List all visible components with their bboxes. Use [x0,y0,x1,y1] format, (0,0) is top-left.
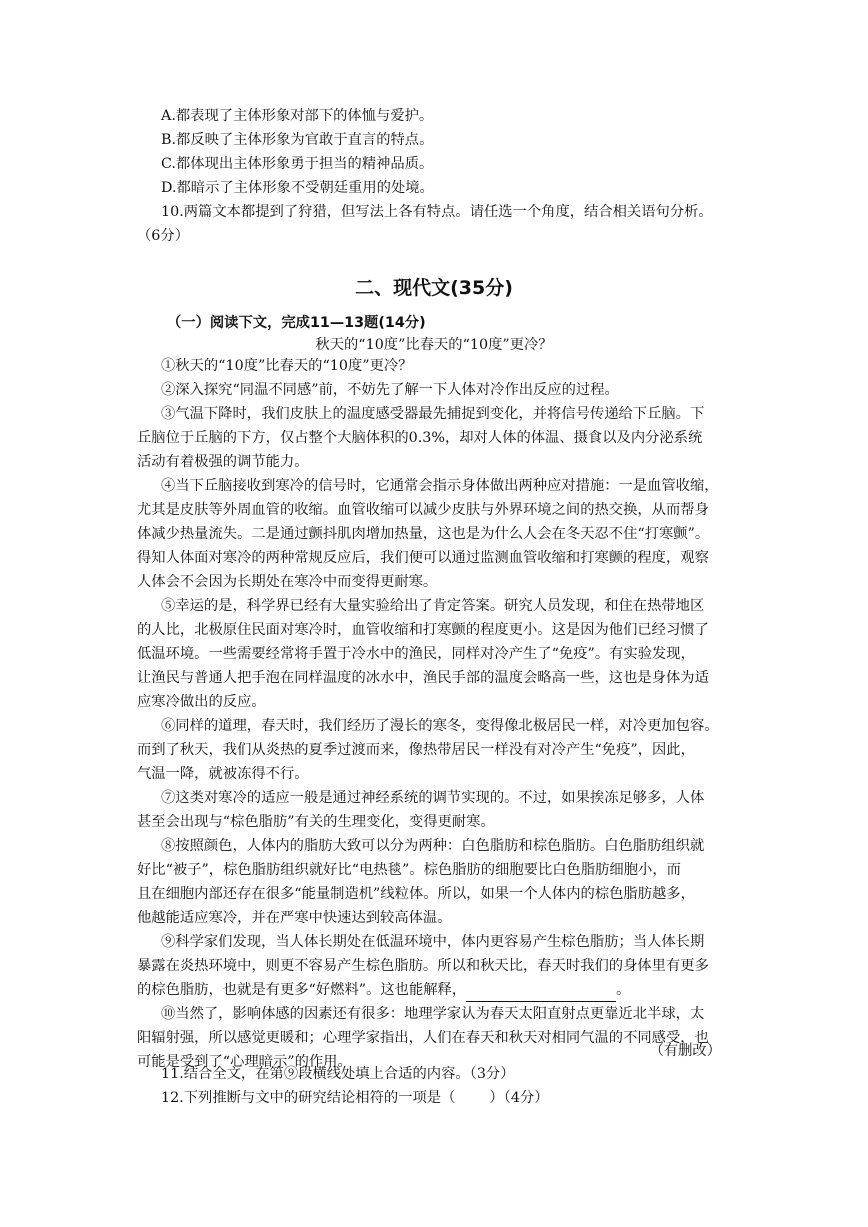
paragraph-8-line: 好比“被子”，棕色脂肪组织就好比“电热毯”。棕色脂肪的细胞要比白色脂肪细胞小，而 [137,862,681,878]
paragraph-9-line [137,978,630,1002]
article-title: 秋天的“10度”比春天的“10度”更冷？ [315,337,553,353]
paragraph-3-line: ③气温下降时，我们皮肤上的温度感受器最先捕捉到变化，并将信号传递给下丘脑。下 [161,406,705,422]
paragraph-3-line: 活动有着极强的调节能力。 [137,454,309,470]
paragraph-1: ①秋天的“10度”比春天的“10度”更冷？ [161,358,413,374]
paragraph-10-line: 阳辐射强，所以感觉更暖和；心理学家指出，人们在春天和秋天对相同气温的不同感受，也 [137,1030,709,1046]
paragraph-2: ②深入探究“同温不同感”前，不妨先了解一下人体对冷作出反应的过程。 [161,382,619,398]
paragraph-6-line: 而到了秋天，我们从炎热的夏季过渡而来，像热带居民一样没有对冷产生“免疫”，因此， [137,742,695,758]
paragraph-8-line: 他越能适应寒冷，并在严寒中快速达到较高体温。 [137,910,452,926]
paragraph-7-line: 甚至会出现与“棕色脂肪”有关的生理变化，变得更耐寒。 [137,814,495,830]
question-10: 10.两篇文本都提到了狩猎，但写法上各有特点。请任选一个角度，结合相关语句分析。 [161,204,713,220]
question-12 [161,1086,549,1110]
option-b: B.都反映了主体形象为官敢于直言的特点。 [161,132,434,148]
paragraph-3-line: 丘脑位于丘脑的下方，仅占整个大脑体积的0.3%，却对人体的体温、摄食以及内分泌系统 [137,430,703,446]
option-d: D.都暗示了主体形象不受朝廷重用的处境。 [161,180,434,196]
question-12-text: 12.下列推断与文中的研究结论相符的一项是（ [161,1090,456,1106]
section-heading: 二、现代文(35分) [355,277,513,299]
subsection-heading: （一）阅读下文，完成11—13题(14分) [167,315,426,331]
paragraph-4-line: 得知人体面对寒冷的两种常规反应后，我们便可以通过监测血管收缩和打寒颤的程度，观察 [137,550,709,566]
paragraph-5-line: ⑤幸运的是，科学界已经有大量实验给出了肯定答案。研究人员发现，和住在热带地区 [161,598,705,614]
fill-in-blank[interactable] [466,987,616,1002]
paragraph-5-line: 让渔民与普通人把手泡在同样温度的冰水中，渔民手部的温度会略高一些，这也是身体为适 [137,670,709,686]
paragraph-4-line: 体减少热量流失。二是通过颤抖肌肉增加热量，这也是为什么人会在冬天忍不住“打寒颤”。 [137,526,710,542]
paragraph-8-line: 且在细胞内部还存在很多“能量制造机”线粒体。所以，如果一个人体内的棕色脂肪越多， [137,886,695,902]
paragraph-9-text: 的棕色脂肪，也就是有更多“好燃料”。这也能解释， [137,982,467,998]
paragraph-5-line: 低温环境。一些需要经常将手置于冷水中的渔民，同样对冷产生了“免疫”。有实验发现， [137,646,695,662]
question-10-score: （6分） [137,228,189,244]
paragraph-8-line: ⑧按照颜色，人体内的脂肪大致可以分为两种：白色脂肪和棕色脂肪。白色脂肪组织就 [161,838,705,854]
paragraph-5-line: 应寒冷做出的反应。 [137,694,266,710]
paragraph-5-line: 的人比，北极原住民面对寒冷时，血管收缩和打寒颤的程度更小。这是因为他们已经习惯了 [137,622,709,638]
paragraph-6-line: 气温一降，就被冻得不行。 [137,766,309,782]
paragraph-4-line: 尤其是皮肤等外周血管的收缩。血管收缩可以减少皮肤与外界环境之间的热交换，从而帮身 [137,502,709,518]
question-11: 11.结合全文，在第⑨段横线处填上合适的内容。（3分） [161,1066,515,1082]
paragraph-9-line: 暴露在炎热环境中，则更不容易产生棕色脂肪。所以和秋天比，春天时我们的身体里有更多 [137,958,709,974]
paragraph-7-line: ⑦这类对寒冷的适应一般是通过神经系统的调节实现的。不过，如果挨冻足够多，人体 [161,790,705,806]
source-note: （有删改） [649,1043,721,1059]
option-c: C.都体现出主体形象勇于担当的精神品质。 [161,156,434,172]
paragraph-10-line: ⑩当然了，影响体感的因素还有很多：地理学家认为春天太阳直射点更靠近北半球，太 [161,1006,705,1022]
paragraph-6-line: ⑥同样的道理，春天时，我们经历了漫长的寒冬，变得像北极居民一样，对冷更加包容。 [161,718,719,734]
paragraph-10-line: 可能是受到了“心理暗示”的作用。 [137,1054,352,1070]
paragraph-9-end: 。 [616,982,631,998]
paragraph-4-line: ④当下丘脑接收到寒冷的信号时，它通常会指示身体做出两种应对措施：一是血管收缩， [161,478,719,494]
question-12-score: ）（4分） [489,1090,549,1106]
option-a: A.都表现了主体形象对部下的体恤与爱护。 [161,108,434,124]
paragraph-9-line: ⑨科学家们发现，当人体长期处在低温环境中，体内更容易产生棕色脂肪；当人体长期 [161,934,705,950]
paragraph-4-line: 人体会不会因为长期处在寒冷中而变得更耐寒。 [137,574,438,590]
